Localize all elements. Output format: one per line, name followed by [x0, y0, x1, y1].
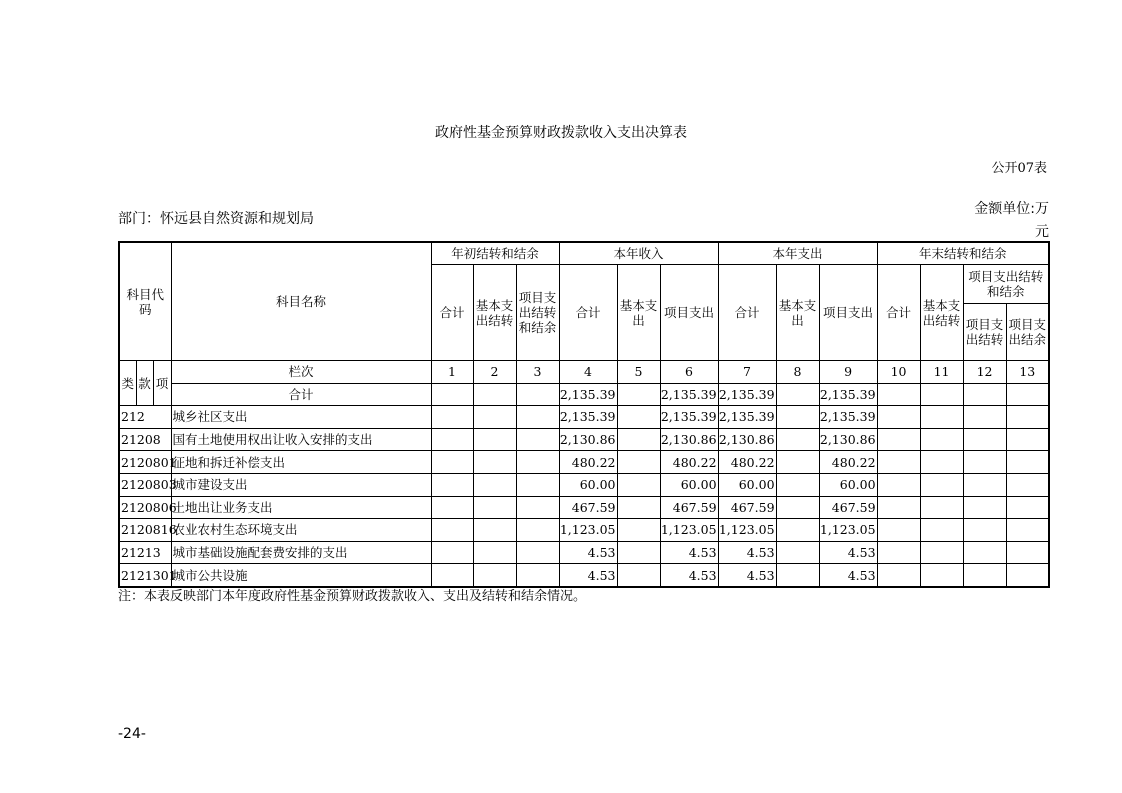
subject-name-cell: 城市公共设施 — [171, 564, 431, 587]
column-number-cell: 8 — [776, 361, 819, 384]
value-cell: 60.00 — [718, 473, 776, 496]
total-value-cell — [516, 383, 559, 406]
value-cell: 2,130.86 — [819, 428, 877, 451]
value-cell — [1006, 564, 1049, 587]
value-cell: 467.59 — [559, 496, 617, 519]
subject-name-cell: 农业农村生态环境支出 — [171, 519, 431, 542]
income-total-header: 合计 — [559, 265, 617, 361]
value-cell: 480.22 — [660, 451, 718, 474]
value-cell — [473, 473, 516, 496]
unit-label-line2: 元 — [1035, 224, 1049, 240]
total-value-cell — [617, 383, 660, 406]
value-cell: 1,123.05 — [559, 519, 617, 542]
value-cell — [1006, 451, 1049, 474]
value-cell — [473, 406, 516, 429]
subject-name-cell: 城乡社区支出 — [171, 406, 431, 429]
total-value-cell — [473, 383, 516, 406]
value-cell — [1006, 496, 1049, 519]
value-cell — [963, 519, 1006, 542]
value-cell: 2,135.39 — [559, 406, 617, 429]
income-basic-header: 基本支出 — [617, 265, 660, 361]
column-number-cell: 9 — [819, 361, 877, 384]
value-cell — [963, 428, 1006, 451]
income-project-header: 项目支出 — [660, 265, 718, 361]
end-basic-carry-header: 基本支出结转 — [920, 265, 963, 361]
value-cell: 2,135.39 — [660, 406, 718, 429]
value-cell: 4.53 — [718, 541, 776, 564]
value-cell — [877, 519, 920, 542]
subject-name-cell: 土地出让业务支出 — [171, 496, 431, 519]
table-row — [119, 541, 1049, 564]
value-cell — [473, 428, 516, 451]
value-cell — [776, 473, 819, 496]
value-cell: 2,135.39 — [819, 406, 877, 429]
value-cell: 1,123.05 — [660, 519, 718, 542]
subject-code-cell: 2120803 — [119, 473, 171, 496]
lei-header: 类 — [119, 361, 136, 406]
value-cell — [920, 564, 963, 587]
value-cell — [920, 496, 963, 519]
value-cell — [776, 564, 819, 587]
value-cell — [877, 473, 920, 496]
group-end-header: 年末结转和结余 — [877, 242, 1049, 265]
value-cell — [920, 541, 963, 564]
value-cell — [776, 451, 819, 474]
total-value-cell — [963, 383, 1006, 406]
column-number-cell: 13 — [1006, 361, 1049, 384]
value-cell — [473, 519, 516, 542]
value-cell — [617, 406, 660, 429]
begin-project-header: 项目支出结转和结余 — [516, 265, 559, 361]
subject-name-cell: 城市建设支出 — [171, 473, 431, 496]
subject-code-cell: 212 — [119, 406, 171, 429]
table-row — [119, 406, 1049, 429]
value-cell — [877, 406, 920, 429]
value-cell — [963, 496, 1006, 519]
total-value-cell — [431, 383, 473, 406]
value-cell: 1,123.05 — [718, 519, 776, 542]
value-cell — [963, 451, 1006, 474]
column-number-row — [119, 361, 1049, 384]
value-cell: 2,130.86 — [660, 428, 718, 451]
department-label: 部门：怀远县自然资源和规划局 — [118, 211, 314, 227]
value-cell — [516, 428, 559, 451]
value-cell — [776, 428, 819, 451]
value-cell: 467.59 — [660, 496, 718, 519]
value-cell — [431, 428, 473, 451]
column-number-cell: 2 — [473, 361, 516, 384]
value-cell — [920, 519, 963, 542]
group-begin-header: 年初结转和结余 — [431, 242, 559, 265]
value-cell: 480.22 — [559, 451, 617, 474]
subject-name-cell: 征地和拆迁补偿支出 — [171, 451, 431, 474]
budget-table — [118, 241, 1050, 588]
value-cell — [431, 451, 473, 474]
value-cell — [516, 473, 559, 496]
subject-name-header: 科目名称 — [171, 242, 431, 361]
end-project-balance-header: 项目支出结余 — [1006, 304, 1049, 361]
value-cell: 1,123.05 — [819, 519, 877, 542]
column-number-label: 栏次 — [171, 361, 431, 384]
value-cell: 467.59 — [718, 496, 776, 519]
value-cell — [431, 541, 473, 564]
subject-code-cell: 21208 — [119, 428, 171, 451]
value-cell — [516, 406, 559, 429]
value-cell — [617, 496, 660, 519]
column-number-cell: 11 — [920, 361, 963, 384]
page-number: -24- — [118, 726, 146, 742]
total-value-cell: 2,135.39 — [718, 383, 776, 406]
unit-label-line1: 金额单位:万 — [974, 201, 1049, 217]
value-cell — [516, 564, 559, 587]
header-row-1 — [119, 242, 1049, 265]
kuan-header: 款 — [136, 361, 153, 406]
value-cell: 2,135.39 — [718, 406, 776, 429]
value-cell: 4.53 — [660, 564, 718, 587]
value-cell — [516, 451, 559, 474]
value-cell — [776, 406, 819, 429]
value-cell — [1006, 519, 1049, 542]
value-cell: 2,130.86 — [718, 428, 776, 451]
value-cell — [1006, 541, 1049, 564]
column-number-cell: 3 — [516, 361, 559, 384]
column-number-cell: 7 — [718, 361, 776, 384]
value-cell — [1006, 473, 1049, 496]
value-cell — [431, 519, 473, 542]
expense-basic-header: 基本支出 — [776, 265, 819, 361]
expense-project-header: 项目支出 — [819, 265, 877, 361]
table-row — [119, 473, 1049, 496]
value-cell — [877, 564, 920, 587]
subject-name-cell: 城市基础设施配套费安排的支出 — [171, 541, 431, 564]
value-cell — [473, 541, 516, 564]
table-row — [119, 564, 1049, 587]
total-value-cell — [920, 383, 963, 406]
value-cell: 467.59 — [819, 496, 877, 519]
value-cell — [617, 451, 660, 474]
subject-code-cell: 21213 — [119, 541, 171, 564]
value-cell — [431, 473, 473, 496]
value-cell: 60.00 — [660, 473, 718, 496]
value-cell — [617, 564, 660, 587]
value-cell — [1006, 428, 1049, 451]
value-cell — [920, 451, 963, 474]
value-cell — [1006, 406, 1049, 429]
table-row — [119, 428, 1049, 451]
table-row — [119, 519, 1049, 542]
value-cell — [431, 406, 473, 429]
end-total-header: 合计 — [877, 265, 920, 361]
value-cell — [473, 496, 516, 519]
value-cell — [516, 541, 559, 564]
value-cell — [920, 406, 963, 429]
group-income-header: 本年收入 — [559, 242, 718, 265]
value-cell — [877, 541, 920, 564]
form-number: 公开07表 — [991, 161, 1047, 176]
value-cell — [877, 496, 920, 519]
column-number-cell: 12 — [963, 361, 1006, 384]
total-row-label: 合计 — [171, 383, 431, 406]
value-cell — [617, 519, 660, 542]
value-cell — [473, 564, 516, 587]
value-cell — [431, 496, 473, 519]
total-row — [119, 383, 1049, 406]
subject-code-cell: 2120806 — [119, 496, 171, 519]
value-cell: 4.53 — [718, 564, 776, 587]
total-value-cell — [877, 383, 920, 406]
code-header: 科目代 码 — [119, 242, 171, 361]
subject-code-cell: 2120816 — [119, 519, 171, 542]
value-cell — [617, 428, 660, 451]
xiang-header: 项 — [153, 361, 171, 406]
value-cell — [776, 519, 819, 542]
value-cell — [516, 519, 559, 542]
column-number-cell: 4 — [559, 361, 617, 384]
column-number-cell: 1 — [431, 361, 473, 384]
value-cell — [920, 473, 963, 496]
total-value-cell: 2,135.39 — [660, 383, 718, 406]
column-number-cell: 10 — [877, 361, 920, 384]
page-title: 政府性基金预算财政拨款收入支出决算表 — [435, 125, 687, 141]
begin-total-header: 合计 — [431, 265, 473, 361]
value-cell: 4.53 — [559, 564, 617, 587]
group-expense-header: 本年支出 — [718, 242, 877, 265]
table-row — [119, 496, 1049, 519]
total-value-cell: 2,135.39 — [559, 383, 617, 406]
value-cell — [963, 541, 1006, 564]
value-cell — [516, 496, 559, 519]
subject-code-cell: 2121301 — [119, 564, 171, 587]
value-cell — [877, 428, 920, 451]
value-cell — [617, 541, 660, 564]
value-cell: 4.53 — [819, 541, 877, 564]
value-cell — [617, 473, 660, 496]
column-number-cell: 5 — [617, 361, 660, 384]
value-cell — [431, 564, 473, 587]
value-cell — [776, 541, 819, 564]
table-row — [119, 451, 1049, 474]
value-cell: 60.00 — [559, 473, 617, 496]
value-cell — [877, 451, 920, 474]
value-cell: 4.53 — [559, 541, 617, 564]
footnote: 注：本表反映部门本年度政府性基金预算财政拨款收入、支出及结转和结余情况。 — [118, 589, 587, 604]
value-cell: 4.53 — [660, 541, 718, 564]
value-cell: 60.00 — [819, 473, 877, 496]
begin-basic-carry-header: 基本支出结转 — [473, 265, 516, 361]
value-cell — [776, 496, 819, 519]
expense-total-header: 合计 — [718, 265, 776, 361]
total-value-cell — [776, 383, 819, 406]
value-cell — [963, 564, 1006, 587]
value-cell: 2,130.86 — [559, 428, 617, 451]
total-value-cell — [1006, 383, 1049, 406]
total-value-cell: 2,135.39 — [819, 383, 877, 406]
value-cell: 480.22 — [718, 451, 776, 474]
value-cell — [920, 428, 963, 451]
column-number-cell: 6 — [660, 361, 718, 384]
end-project-carry-header: 项目支出结转 — [963, 304, 1006, 361]
end-project-group-header: 项目支出结转和结余 — [963, 265, 1049, 304]
value-cell — [963, 406, 1006, 429]
subject-name-cell: 国有土地使用权出让收入安排的支出 — [171, 428, 431, 451]
value-cell — [473, 451, 516, 474]
subject-code-cell: 2120801 — [119, 451, 171, 474]
value-cell — [963, 473, 1006, 496]
value-cell: 480.22 — [819, 451, 877, 474]
value-cell: 4.53 — [819, 564, 877, 587]
